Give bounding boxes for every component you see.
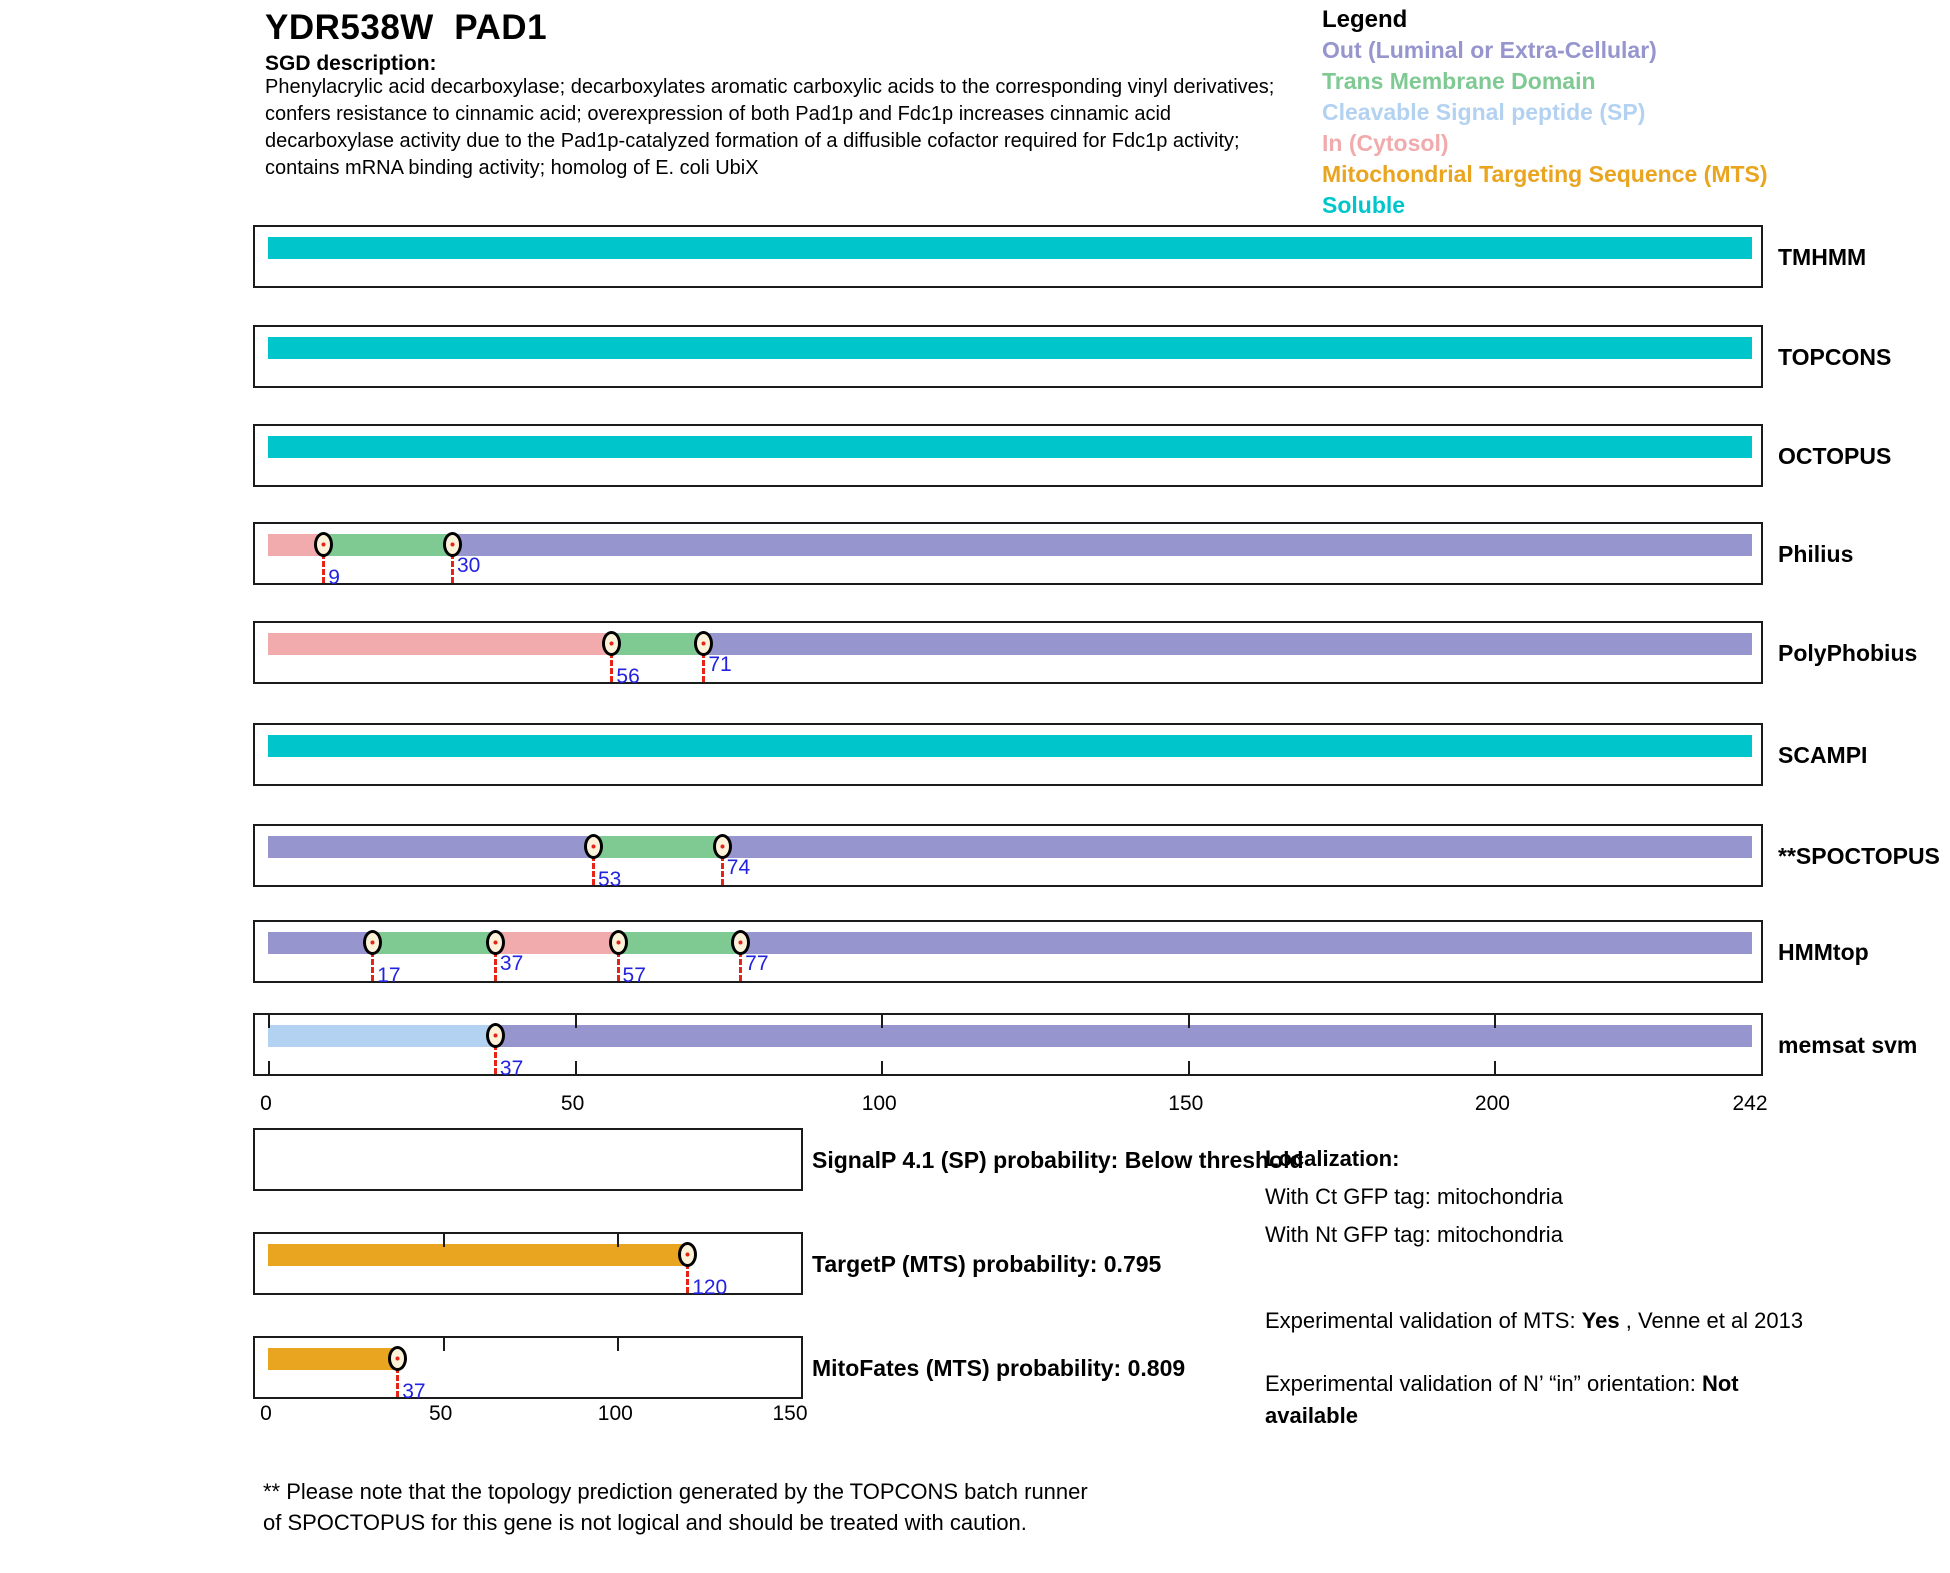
chart-row-label: PolyPhobius	[1778, 640, 1918, 666]
legend-entry-soluble: Soluble	[1322, 192, 1406, 218]
spoctopus-footnote: ** Please note that the topology prediction generated by the TOPCONS batch runner of SPOCTOPUS for this gene is not logical and should be treated with caution.	[263, 1479, 1088, 1535]
chart-row-label: TMHMM	[1778, 244, 1867, 270]
axis-inner-tick	[575, 1015, 577, 1028]
axis-inner-tick	[268, 1015, 270, 1028]
marker-value-label: 37	[499, 1057, 524, 1080]
topology-segment-tm	[593, 836, 722, 858]
chart-row-box	[253, 522, 1763, 589]
axis-inner-tick	[575, 1061, 577, 1074]
chart-row-box	[253, 1232, 803, 1299]
topology-segment-out	[268, 836, 593, 858]
chart-row-box	[253, 1336, 803, 1403]
topology-segment-in	[495, 932, 618, 954]
position-marker	[609, 930, 628, 955]
axis-tick-label: 200	[1474, 1092, 1510, 1115]
legend-entries	[1322, 35, 1768, 221]
axis-inner-tick	[443, 1338, 445, 1351]
chart-row-label: MitoFates (MTS) probability: 0.809	[812, 1355, 1186, 1381]
topology-segment-in	[268, 633, 611, 655]
legend-entry-mts: Mitochondrial Targeting Sequence (MTS)	[1322, 161, 1768, 187]
chart-row-label: TargetP (MTS) probability: 0.795	[812, 1251, 1162, 1277]
chart-row-box	[253, 920, 1763, 987]
marker-value-label: 37	[499, 952, 524, 975]
topology-segment-out	[495, 1025, 1752, 1047]
chart-row-box	[253, 1013, 1763, 1080]
chart-row-box	[253, 621, 1763, 688]
chart-row-label: memsat svm	[1778, 1032, 1918, 1058]
axis-tick-label: 100	[861, 1092, 897, 1115]
axis-inner-tick	[881, 1061, 883, 1074]
mts-validation-line	[1265, 1308, 1803, 1334]
topology-segment-mts	[268, 1244, 687, 1266]
axis-inner-tick	[617, 1338, 619, 1351]
axis-tick-label: 50	[560, 1092, 585, 1115]
orientation-value: Not available	[1265, 1371, 1739, 1428]
orientation-validation-line	[1265, 1368, 1825, 1432]
chart-row-box	[253, 325, 1763, 388]
marker-value-label: 17	[377, 964, 401, 987]
chart-row-box	[253, 1128, 803, 1191]
orientation-prefix: Experimental validation of N’ “in” orientation:	[1265, 1371, 1702, 1396]
legend-entry-tm: Trans Membrane Domain	[1322, 68, 1596, 94]
page-title: YDR538W PAD1	[265, 8, 548, 47]
topology-segment-soluble	[268, 436, 1752, 458]
axis-inner-tick	[1494, 1015, 1496, 1028]
axis-tick-label: 0	[260, 1092, 272, 1115]
topology-segment-out	[268, 932, 372, 954]
localization-title: Localization:	[1265, 1146, 1400, 1171]
topology-segment-out	[703, 633, 1752, 655]
legend-entry-out: Out (Luminal or Extra-Cellular)	[1322, 37, 1657, 63]
marker-value-label: 77	[745, 952, 769, 975]
topology-segment-soluble	[268, 735, 1752, 757]
axis-tick-label: 150	[772, 1402, 808, 1425]
legend-title: Legend	[1322, 6, 1408, 33]
topology-segment-out	[722, 836, 1752, 858]
mts-validation-prefix: Experimental validation of MTS:	[1265, 1308, 1582, 1333]
chart-row-label: **SPOCTOPUS	[1778, 843, 1940, 869]
chart-row-label: Philius	[1778, 541, 1854, 567]
localization-ct-line: With Ct GFP tag: mitochondria	[1265, 1184, 1563, 1209]
marker-value-label: 9	[328, 566, 340, 589]
axis-tick-label: 100	[597, 1402, 633, 1425]
axis-tick-label: 0	[260, 1402, 272, 1425]
axis-inner-tick	[881, 1015, 883, 1028]
topology-segment-mts	[268, 1348, 397, 1370]
axis-inner-tick	[1494, 1061, 1496, 1074]
topology-segment-tm	[372, 932, 495, 954]
chart-row-label: HMMtop	[1778, 939, 1869, 965]
chart-row-box	[253, 723, 1763, 786]
position-marker	[678, 1242, 697, 1267]
topology-segment-tm	[323, 534, 452, 556]
topology-segment-out	[452, 534, 1752, 556]
topology-segment-soluble	[268, 337, 1752, 359]
mts-validation-value: Yes	[1581, 1308, 1620, 1333]
position-marker	[584, 834, 603, 859]
axis-inner-tick	[1188, 1061, 1190, 1074]
chart-row-box	[253, 424, 1763, 487]
marker-value-label: 30	[456, 554, 481, 577]
chart-row-label: OCTOPUS	[1778, 443, 1892, 469]
axis-tick-label: 150	[1168, 1092, 1204, 1115]
mts-validation-suffix: , Venne et al 2013	[1619, 1308, 1804, 1333]
axis-inner-tick	[1188, 1015, 1190, 1028]
marker-value-label: 56	[616, 665, 640, 688]
position-marker	[388, 1346, 407, 1371]
chart-row-box	[253, 225, 1763, 288]
position-marker	[486, 1023, 505, 1048]
sgd-description-text: Phenylacrylic acid decarboxylase; decarboxylates aromatic carboxylic acids to the corresponding vinyl derivatives; confers resistance to cinnamic acid; overexpression of both Pad1p and Fdc1p increases cinnamic acid decarboxylase activity due to the Pad1p-catalyzed formation of a diffusible cofactor required for Fdc1p activity; contains mRNA binding activity; homolog of E. coli UbiX	[265, 76, 1275, 179]
marker-value-label: 74	[726, 856, 751, 879]
marker-value-label: 37	[402, 1380, 426, 1403]
chart-row-label: TOPCONS	[1778, 344, 1892, 370]
marker-value-label: 71	[708, 653, 732, 676]
axis-tick-label: 242	[1732, 1092, 1768, 1115]
localization-nt-line: With Nt GFP tag: mitochondria	[1265, 1222, 1563, 1247]
legend	[1322, 4, 1768, 221]
chart-row-box	[253, 824, 1763, 891]
topology-segment-tm	[618, 932, 741, 954]
axis-tick-label: 50	[428, 1402, 453, 1425]
marker-value-label: 53	[598, 868, 622, 891]
marker-value-label: 120	[692, 1276, 728, 1299]
topology-segment-out	[740, 932, 1752, 954]
chart-row-label: SignalP 4.1 (SP) probability: Below threshold	[812, 1147, 1304, 1173]
topology-segment-soluble	[268, 237, 1752, 259]
legend-entry-in: In (Cytosol)	[1322, 130, 1449, 156]
chart-row-label: SCAMPI	[1778, 742, 1868, 768]
axis-inner-tick	[617, 1234, 619, 1247]
topology-segment-tm	[611, 633, 703, 655]
sgd-description-label: SGD description:	[265, 52, 437, 75]
legend-entry-sp: Cleavable Signal peptide (SP)	[1322, 99, 1646, 125]
axis-inner-tick	[268, 1061, 270, 1074]
topology-segment-sp	[268, 1025, 495, 1047]
axis-inner-tick	[443, 1234, 445, 1247]
marker-value-label: 57	[622, 964, 646, 987]
